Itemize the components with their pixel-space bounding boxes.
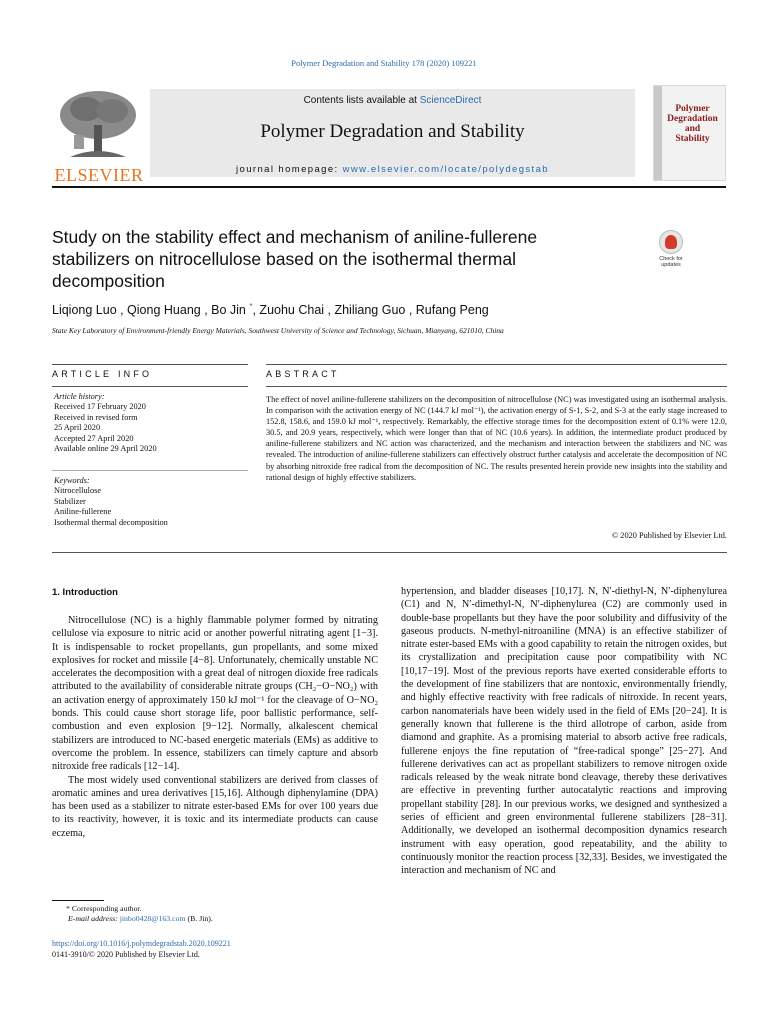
article-info-top-rule: [52, 364, 248, 365]
sciencedirect-link[interactable]: ScienceDirect: [419, 95, 482, 106]
history-item: 25 April 2020: [54, 423, 101, 433]
corresponding-author-mark[interactable]: *: [249, 302, 253, 311]
paragraph: The most widely used conventional stabilizers are derived from classes of aromatic amines and urea derivatives [15,16]. Although diphenylamine (DPA) has been used as a stabilizer to nitrate ester-based EMs for over 100 years due to its reactivity, however, it is toxic and its intermediate products can cause eczema,: [52, 774, 378, 839]
check-for-updates-button[interactable]: [652, 230, 690, 270]
abstract-top-rule: [266, 364, 727, 365]
history-label: Article history:: [54, 392, 105, 401]
journal-header: [52, 85, 726, 185]
keyword-item: Nitrocellulose: [54, 486, 102, 496]
journal-cover[interactable]: [653, 85, 726, 181]
keyword-item: Isothermal thermal decomposition: [54, 517, 168, 527]
cover-title-line: Polymer: [675, 104, 710, 114]
corresponding-note: * Corresponding author.: [66, 904, 142, 913]
bookmark-icon: [665, 235, 677, 249]
article-history: [54, 392, 244, 454]
cover-stripe: [654, 86, 662, 180]
paragraph: Nitrocellulose (NC) is a highly flammable polymer formed by nitrating cellulose via exposure to nitric acid or another powerful nitrating agent [1−3]. It is indispensable to rocket propellants, gun propellants, and some mixed explosives for rocket and missile [4−8]. Unfortunately, chemically unstable NC accelerates the decomposition with a great deal of nitrogen dioxide free radicals attributed to the availability of considerable nitrate groups (CH₂−O−NO₂) with an activation energy of approximately 150 kJ mol⁻¹ for the cleavage of O−NO₂ bonds. This could cause short storage life, poor ballistic performance, self-combustion and even explosion [9−12]. Normally, alkalescent chemical stabilizers are introduced to NC-based energetic materials (EMs) as additive to overcome the problem. In essence, stabilizers can timely capture and absorb nitroxide free radicals [12−14].: [52, 615, 378, 773]
homepage-link[interactable]: www.elsevier.com/locate/polydegstab: [342, 164, 549, 175]
doi-link[interactable]: https://doi.org/10.1016/j.polymdegradstab.2020.109221: [52, 939, 231, 948]
history-item: Available online 29 April 2020: [54, 444, 157, 454]
abstract-heading-rule: [266, 386, 727, 387]
check-updates-icon: [659, 230, 683, 254]
email-suffix: (B. Jin).: [185, 914, 213, 923]
email-link[interactable]: jinbo0428@163.com: [119, 914, 186, 923]
contents-prefix: Contents lists available at: [303, 95, 420, 106]
keywords-label: Keywords:: [54, 476, 90, 485]
affiliation: State Key Laboratory of Environment-friendly Energy Materials, Southwest University of Science and Technology, Sichuan, Mianyang, 621010, China: [52, 326, 504, 335]
cover-title: [662, 104, 723, 144]
authors-part-1[interactable]: Liqiong Luo , Qiong Huang , Bo Jin: [52, 303, 250, 318]
journal-reference[interactable]: Polymer Degradation and Stability 178 (2020) 109221: [291, 58, 477, 68]
homepage-prefix: journal homepage:: [236, 164, 343, 175]
abstract-copyright: © 2020 Published by Elsevier Ltd.: [611, 531, 727, 540]
abstract-heading: ABSTRACT: [266, 369, 340, 379]
article-title: Study on the stability effect and mechanism of aniline-fullerene stabilizers on nitrocellulose based on the isothermal thermal decomposition: [52, 227, 538, 291]
right-column: [401, 585, 727, 878]
keywords: [54, 476, 244, 528]
issn-line: 0141-3910/© 2020 Published by Elsevier Ltd.: [52, 950, 200, 959]
left-column: [52, 614, 378, 840]
history-item: Accepted 27 April 2020: [54, 433, 134, 443]
elsevier-wordmark: ELSEVIER: [54, 165, 144, 185]
footnote-email: [52, 914, 213, 924]
journal-homepage: [150, 164, 635, 175]
abstract-text: The effect of novel aniline-fullerene stabilizers on the decomposition of nitrocellulose (NC) was investigated using an isothermal analysis. In comparison with the activation energy of NC (144.7 kJ mol⁻¹), the activation energy of S-1, S-2, and S-3 at the early stage increased to 152.8, 158.6, and 159.0 kJ mol⁻¹, respectively. Remarkably, the effective storage times for the decomposition extent of 0.1% were 12.0, 30.5, and 20.9 years, respectively, which were longer than that of NC (10.6 years). In addition, the intermediate product produced by aniline-fullerene stabilizers and NC action was characterized, and the mechanism and interaction between the stabilizers and NC was revealed. The introduction of aniline-fullerene stabilizers can effectively obstruct further catalysis and accelerate the decomposition of NC by absorbing nitroxide free radical from the decomposition of NC. The results presented herein provide new insights into the stability and rational design of highly effective stabilizers.: [266, 395, 727, 482]
authors-part-2[interactable]: , Zuohu Chai , Zhiliang Guo , Rufang Peng: [252, 303, 489, 318]
contents-line: [150, 95, 635, 106]
history-item: Received in revised form: [54, 412, 138, 422]
author-list: [52, 302, 732, 317]
header-band: [150, 89, 635, 177]
journal-title: Polymer Degradation and Stability: [260, 121, 525, 142]
doi-block: [52, 938, 231, 960]
article-info-heading-rule: [52, 386, 248, 387]
article-info-heading: ARTICLE INFO: [52, 369, 153, 379]
footnote-divider: [52, 900, 104, 901]
elsevier-logo[interactable]: [52, 85, 146, 185]
elsevier-tree-icon: [56, 87, 140, 161]
paragraph: hypertension, and bladder diseases [10,17]. N, N′-diethyl-N, N′-diphenylurea (C1) and N, N′-dimethyl-N, N′-diphenylurea (C2) are commonly used in double-base propellants but they have the poor solubility and diffusivity of the gaseous products. N-methyl-nitroaniline (MNA) is an effective stabilizer of nitrate ester-based EMs with a good capability to retain the nitrogen oxides, but its crystallization and precipitation cause poor compatibility with NC [10,17−19]. Most of the previous reports have exerted considerable efforts to the development of fine stabilizers that are nontoxic, environmentally friendly, and highly effective reactivity with free radicals of nitroxide. In recent years, carbon nanomaterials have been widely used in the field of EMs [20−24]. It is generally known that fullerene is the third allotrope of carbon, aside from diamond and graphite. As a promising material to absorb active free radicals, fullerene enjoys the fine reputation of “free-radical sponge” [25−27]. And fullerene derivatives can act as propellant stabilizers to remove nitrogen oxide radicals released by the weak nitrate bond cleavage, thereby these derivatives are effective in preventing further autocatalytic reactions and improving propellant stability [28]. In our previous works, we designed and synthesized a series of efficient and green environmental fullerene stabilizers [28−31]. Additionally, we developed an isothermal decomposition dynamics research instrument with easy operation, good repeatability, and the ability to continuously monitor the reaction process [32,33]. Besides, we investigated the interaction and mechanism of NC and: [401, 586, 727, 877]
cover-title-line: and: [684, 124, 701, 134]
keyword-item: Stabilizer: [54, 496, 86, 506]
email-label: E-mail address:: [68, 914, 120, 923]
keyword-item: Aniline-fullerene: [54, 507, 112, 517]
header-divider: [52, 186, 726, 188]
history-item: Received 17 February 2020: [54, 402, 146, 412]
cover-title-line: Stability: [675, 134, 710, 144]
check-updates-label: Check for updates: [659, 256, 683, 268]
cover-title-line: Degradation: [667, 114, 718, 124]
footnote-corresponding: [52, 904, 142, 914]
section-heading-introduction: 1. Introduction: [52, 587, 118, 598]
abstract-bottom-rule: [52, 552, 727, 553]
keywords-divider: [52, 470, 248, 471]
